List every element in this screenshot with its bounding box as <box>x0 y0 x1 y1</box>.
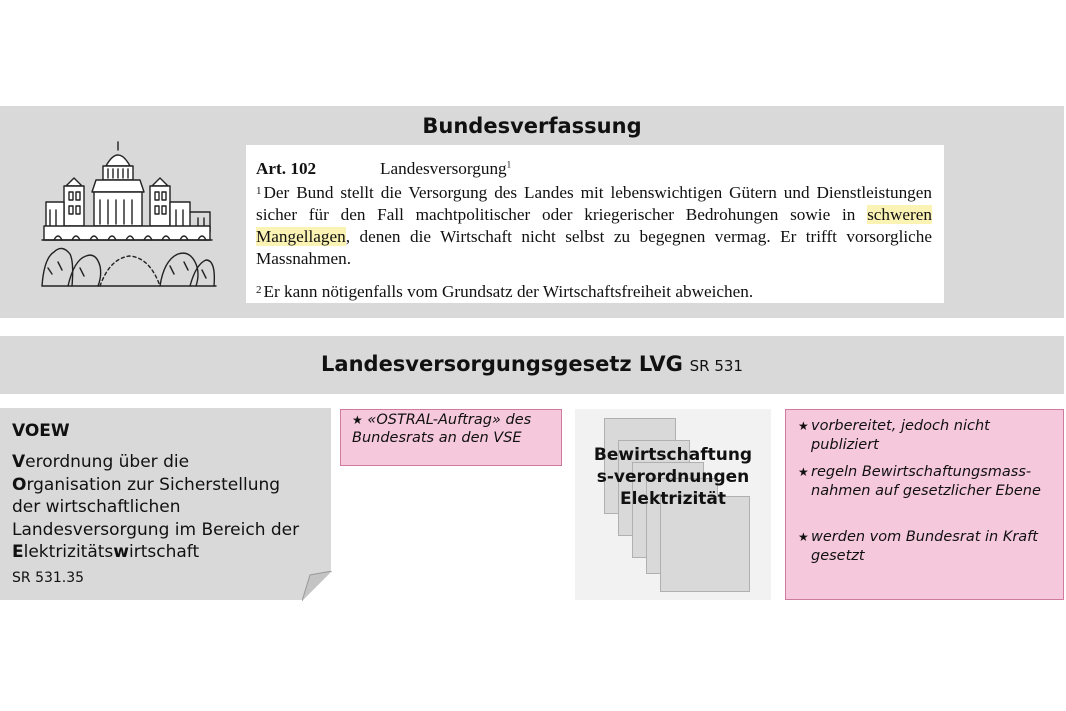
voew-initial-w: w <box>113 542 130 562</box>
paragraph-2-text: Er kann nötigenfalls vom Grundsatz der Wirtschaftsfreiheit abweichen. <box>263 282 754 301</box>
note-item-1 <box>798 417 1061 454</box>
federal-palace-icon <box>40 140 218 290</box>
voew-line-1-text: erordnung über die <box>25 452 190 472</box>
paragraph-number-1: 1 <box>256 185 262 197</box>
sheet-5 <box>660 496 750 592</box>
article-header <box>256 153 511 180</box>
page-curl-icon <box>302 571 332 601</box>
star-icon: ★ <box>798 465 809 479</box>
star-icon: ★ <box>798 419 809 433</box>
star-icon: ★ <box>352 413 363 427</box>
paragraph-1-text-after: , denen die Wirtschaft nicht selbst zu begegnen vermag. Er trifft vorsorgliche Massnahmen. <box>256 227 932 268</box>
paragraph-1-text-before: Der Bund stellt die Versorgung des Landes mit lebenswichtigen Gütern und Dienstleistungen sicher für den Fall machtpolitischer oder kriegerischer Bedrohungen sowie in <box>256 183 932 224</box>
article-102-box <box>246 145 944 303</box>
paragraph-number-2: 2 <box>256 284 262 296</box>
lvg-sr-number: SR 531 <box>689 357 743 375</box>
bewirtschaftung-title <box>575 444 771 510</box>
voew-initial-o: O <box>12 474 27 495</box>
lvg-title-text: Landesversorgungsgesetz LVG <box>321 352 683 376</box>
voew-line-1 <box>12 451 332 474</box>
footnote-mark: 1 <box>506 159 512 169</box>
voew-line-5-text: lektrizitäts <box>23 542 114 562</box>
article-number: Art. 102 <box>256 158 317 178</box>
note-item-2 <box>798 463 1061 500</box>
voew-line-3: der wirtschaftlichen <box>12 497 181 517</box>
article-title <box>380 159 511 178</box>
note-text-1: vorbereitet, jedoch nicht publiziert <box>811 418 990 453</box>
voew-description <box>12 451 332 564</box>
voew-line-5 <box>12 541 332 564</box>
article-paragraph-2 <box>256 279 932 303</box>
voew-line-4: Landesversorgung im Bereich der <box>12 519 300 540</box>
article-title-text: Landesversorgung <box>380 158 507 178</box>
voew-sr-number: SR 531.35 <box>12 570 85 586</box>
bundesverfassung-title: Bundesverfassung <box>422 114 642 138</box>
lvg-title <box>0 352 1064 376</box>
voew-initial-v: V <box>12 452 26 472</box>
note-item-3 <box>798 528 1061 565</box>
voew-initial-e: E <box>12 542 24 562</box>
note-text-3: werden vom Bundesrat in Kraft gesetzt <box>811 529 1038 564</box>
voew-title: VOEW <box>12 421 70 441</box>
note-text-2: regeln Bewirtschaftungsmass-nahmen auf gesetzlicher Ebene <box>811 464 1041 499</box>
bew-line-2: s-verordnungen <box>596 467 750 487</box>
bew-line-3: Elektrizität <box>619 489 727 509</box>
voew-line-2-text: rganisation zur Sicherstellung <box>26 474 281 495</box>
star-icon: ★ <box>798 530 809 544</box>
voew-line-5-text-end: irtschaft <box>129 542 200 562</box>
highlighted-phrase: schweren Mangellagen <box>256 205 932 246</box>
voew-line-2 <box>12 474 332 497</box>
bew-line-1: Bewirtschaftung <box>593 445 753 465</box>
ostral-note-text <box>352 411 557 447</box>
ostral-text: «OSTRAL-Auftrag» des Bundesrats an den VSE <box>352 412 532 446</box>
article-paragraph-1 <box>256 180 932 270</box>
